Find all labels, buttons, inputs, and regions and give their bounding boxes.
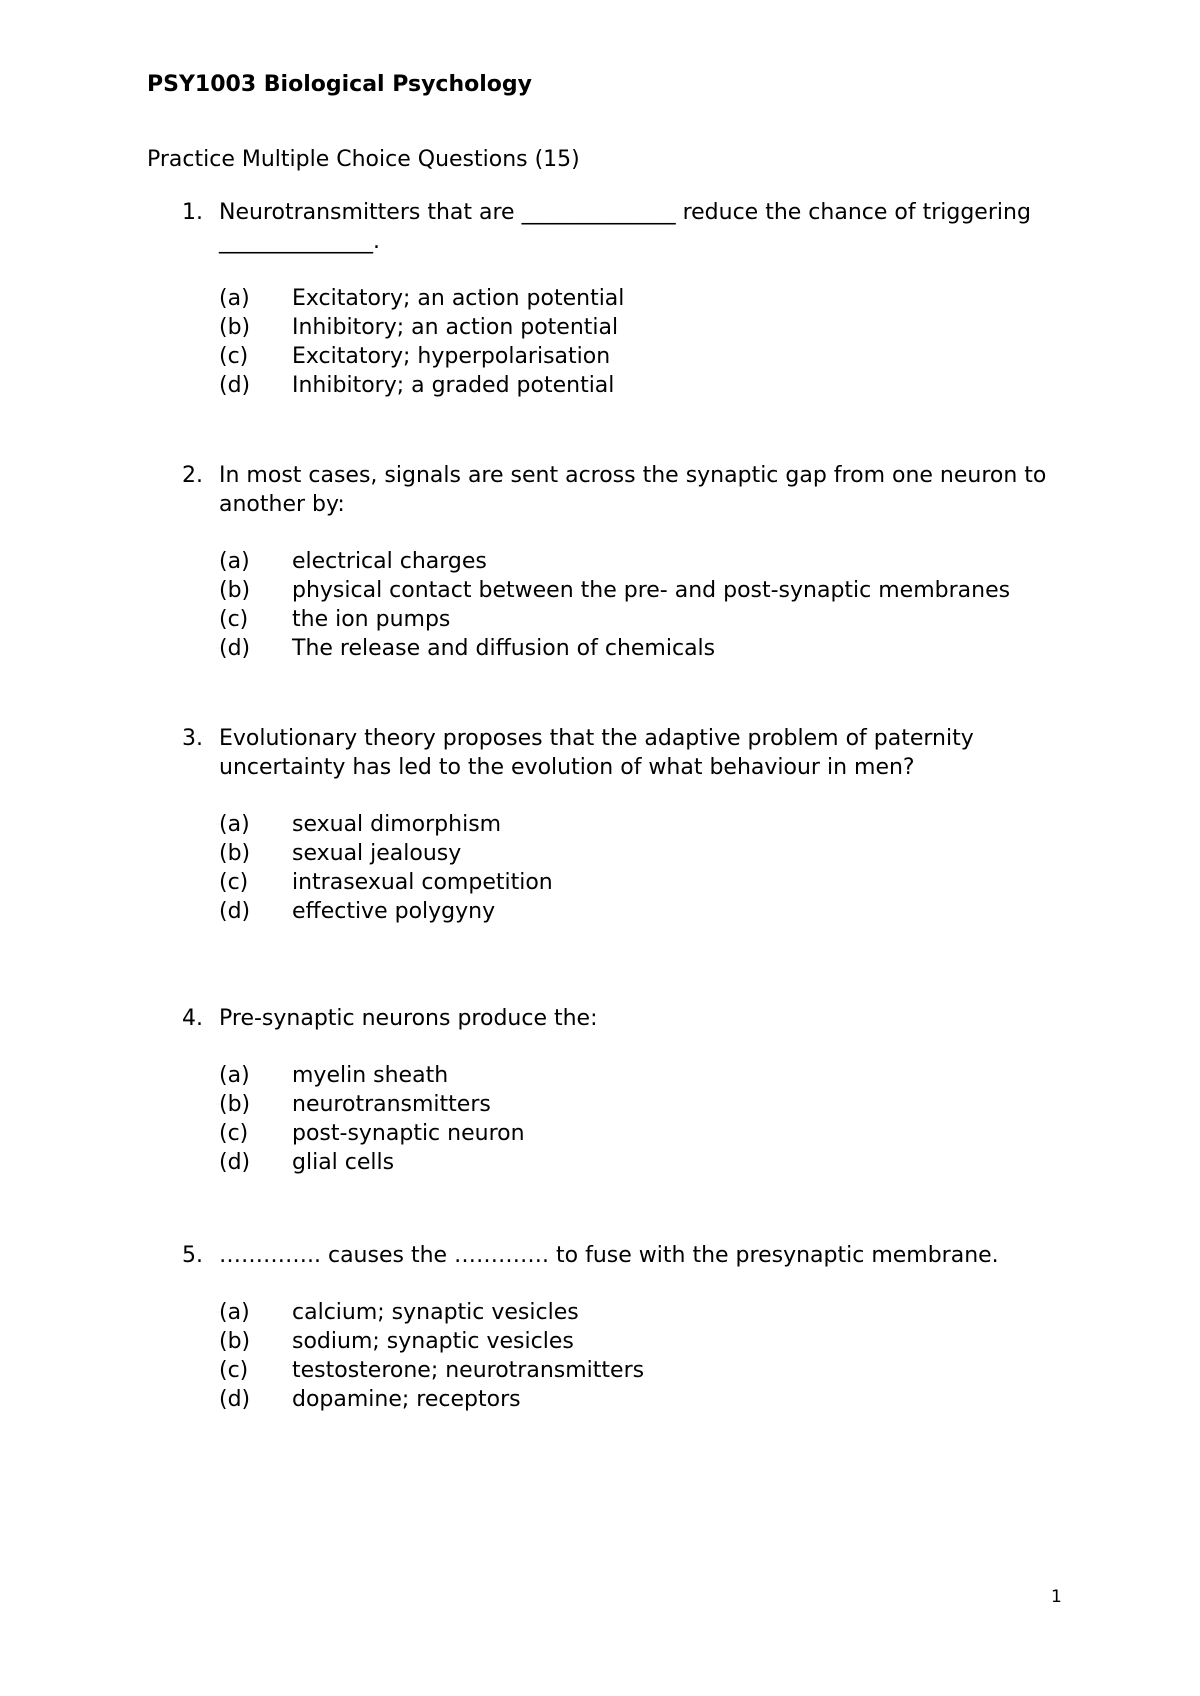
option-text: sodium; synaptic vesicles xyxy=(292,1329,574,1354)
option-letter: (a) xyxy=(219,1300,250,1325)
option-text: neurotransmitters xyxy=(292,1092,491,1117)
option-b xyxy=(182,1090,1062,1119)
option-letter: (d) xyxy=(219,373,251,398)
option-a xyxy=(182,810,1062,839)
option-text: Inhibitory; a graded potential xyxy=(292,373,615,398)
option-text: myelin sheath xyxy=(292,1063,449,1088)
answer-options xyxy=(182,547,1062,663)
option-letter: (c) xyxy=(219,1358,249,1383)
option-letter: (b) xyxy=(219,1329,251,1354)
option-letter: (d) xyxy=(219,1150,251,1175)
option-a xyxy=(182,284,1062,313)
option-c xyxy=(182,605,1062,634)
option-text: sexual jealousy xyxy=(292,841,462,866)
question-text: In most cases, signals are sent across the synaptic gap from one neuron to another by: xyxy=(219,463,1047,517)
option-text: Excitatory; hyperpolarisation xyxy=(292,344,611,369)
question-3 xyxy=(182,724,1062,926)
question-stem xyxy=(182,461,1062,519)
question-1 xyxy=(182,198,1062,400)
option-text: intrasexual competition xyxy=(292,870,553,895)
option-b xyxy=(182,839,1062,868)
option-letter: (b) xyxy=(219,315,251,340)
option-a xyxy=(182,1061,1062,1090)
option-letter: (c) xyxy=(219,344,249,369)
option-letter: (b) xyxy=(219,1092,251,1117)
question-stem xyxy=(182,1241,1062,1270)
question-text: ………….. causes the …………. to fuse with the presynaptic membrane. xyxy=(219,1243,999,1268)
answer-options xyxy=(182,1061,1062,1177)
option-letter: (c) xyxy=(219,1121,249,1146)
option-b xyxy=(182,1327,1062,1356)
option-b xyxy=(182,313,1062,342)
option-a xyxy=(182,547,1062,576)
question-stem xyxy=(182,1004,1062,1033)
option-text: calcium; synaptic vesicles xyxy=(292,1300,579,1325)
page-number: 1 xyxy=(1051,1587,1062,1607)
option-c xyxy=(182,1119,1062,1148)
option-letter: (b) xyxy=(219,841,251,866)
answer-options xyxy=(182,1298,1062,1414)
question-number: 3. xyxy=(182,726,203,751)
option-letter: (d) xyxy=(219,636,251,661)
option-text: effective polygyny xyxy=(292,899,496,924)
option-c xyxy=(182,868,1062,897)
question-stem xyxy=(182,198,1062,256)
option-letter: (c) xyxy=(219,607,249,632)
option-d xyxy=(182,897,1062,926)
option-letter: (d) xyxy=(219,899,251,924)
question-stem xyxy=(182,724,1062,782)
course-title: PSY1003 Biological Psychology xyxy=(147,72,532,97)
question-2 xyxy=(182,461,1062,663)
option-text: the ion pumps xyxy=(292,607,451,632)
option-a xyxy=(182,1298,1062,1327)
quiz-subtitle: Practice Multiple Choice Questions (15) xyxy=(147,147,580,172)
option-letter: (a) xyxy=(219,1063,250,1088)
question-4 xyxy=(182,1004,1062,1177)
option-c xyxy=(182,1356,1062,1385)
option-letter: (a) xyxy=(219,549,250,574)
option-letter: (d) xyxy=(219,1387,251,1412)
option-text: glial cells xyxy=(292,1150,395,1175)
question-number: 1. xyxy=(182,200,203,225)
option-text: dopamine; receptors xyxy=(292,1387,521,1412)
answer-options xyxy=(182,810,1062,926)
option-letter: (a) xyxy=(219,812,250,837)
option-text: The release and diffusion of chemicals xyxy=(292,636,716,661)
option-text: post-synaptic neuron xyxy=(292,1121,525,1146)
question-text: Neurotransmitters that are ______________ reduce the chance of triggering ______________. xyxy=(219,200,1031,254)
option-text: physical contact between the pre- and post-synaptic membranes xyxy=(292,578,1011,603)
option-text: Inhibitory; an action potential xyxy=(292,315,619,340)
option-d xyxy=(182,371,1062,400)
question-number: 5. xyxy=(182,1243,203,1268)
option-text: sexual dimorphism xyxy=(292,812,502,837)
question-5 xyxy=(182,1241,1062,1414)
answer-options xyxy=(182,284,1062,400)
option-d xyxy=(182,634,1062,663)
option-text: electrical charges xyxy=(292,549,487,574)
option-text: testosterone; neurotransmitters xyxy=(292,1358,645,1383)
option-text: Excitatory; an action potential xyxy=(292,286,625,311)
option-c xyxy=(182,342,1062,371)
option-letter: (c) xyxy=(219,870,249,895)
option-d xyxy=(182,1148,1062,1177)
question-number: 4. xyxy=(182,1006,203,1031)
option-letter: (a) xyxy=(219,286,250,311)
question-text: Evolutionary theory proposes that the adaptive problem of paternity uncertainty has led to the evolution of what behaviour in men? xyxy=(219,726,974,780)
option-b xyxy=(182,576,1062,605)
option-letter: (b) xyxy=(219,578,251,603)
option-d xyxy=(182,1385,1062,1414)
question-number: 2. xyxy=(182,463,203,488)
question-text: Pre-synaptic neurons produce the: xyxy=(219,1006,598,1031)
